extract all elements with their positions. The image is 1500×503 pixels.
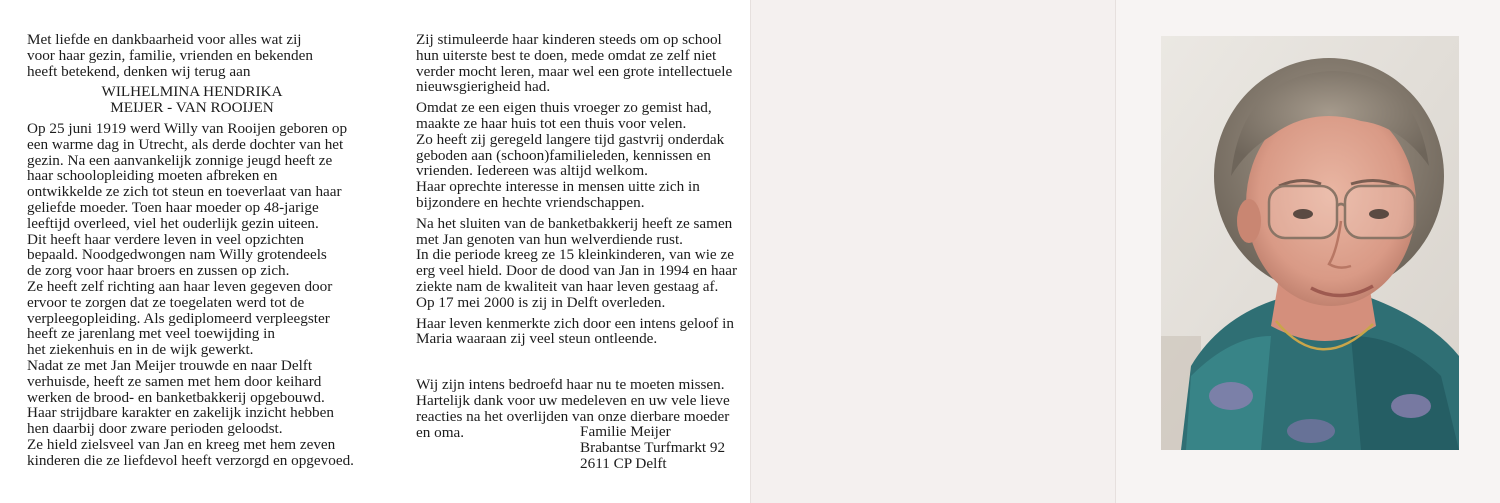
text-line: Ze hield zielsveel van Jan en kreeg met hem zeven — [27, 435, 336, 453]
text-line: bijzondere en hechte vriendschappen. — [416, 193, 645, 211]
text-line: Wij zijn intens bedroefd haar nu te moeten missen. — [416, 376, 725, 394]
text-line: Hartelijk dank voor uw medeleven en uw vele lieve — [416, 391, 730, 409]
text-line: en oma. — [416, 423, 465, 441]
text-line: verpleegopleiding. Als gediplomeerd verpleegster — [27, 309, 330, 327]
text-line: Op 25 juni 1919 werd Willy van Rooijen geboren op — [27, 119, 348, 137]
text-line: ontwikkelde ze zich tot steun en toeverlaat van haar — [27, 183, 342, 201]
text-line: geboden aan (schoon)familieleden, kennissen en — [416, 146, 711, 164]
text-line: Nadat ze met Jan Meijer trouwde en naar Delft — [27, 356, 313, 374]
text-line: hen daarbij door zware perioden geloodst. — [27, 420, 283, 438]
text-line: heeft ze jarenlang met veel toewijding in — [27, 325, 275, 343]
text-line: bepaald. Noodgedwongen nam Willy grotendeels — [27, 246, 327, 264]
card-fold-line — [750, 0, 751, 503]
text-line: vrienden. Iedereen was altijd welkom. — [416, 162, 648, 180]
text-line: het ziekenhuis en in de wijk gewerkt. — [27, 341, 254, 359]
right-text-column — [416, 32, 737, 440]
signature-line: Brabantse Turfmarkt 92 — [580, 438, 726, 456]
text-line: Zo heeft zij geregeld langere tijd gastvrij onderdak — [416, 130, 725, 148]
card-fold-line — [1115, 0, 1116, 503]
intro-line: Met liefde en dankbaarheid voor alles wat zij — [27, 31, 302, 48]
text-line: Maria waaraan zij veel steun ontleende. — [416, 330, 658, 348]
text-line: Haar oprechte interesse in mensen uitte zich in — [416, 178, 700, 196]
text-line: met Jan genoten van hun welverdiende rust. — [416, 230, 683, 248]
text-line: kinderen die ze liefdevol heeft verzorgd en opgevoed. — [27, 451, 354, 469]
intro-line: heeft betekend, denken wij terug aan — [27, 62, 251, 80]
text-line: werken de brood- en banketbakkerij opgebouwd. — [27, 388, 325, 406]
text-line: Op 17 mei 2000 is zij in Delft overleden. — [416, 293, 666, 311]
text-line: Ze heeft zelf richting aan haar leven gegeven door — [27, 277, 333, 295]
text-line: Haar leven kenmerkte zich door een intens geloof in — [416, 314, 734, 332]
portrait-image — [1161, 36, 1459, 450]
portrait-photo — [1161, 36, 1459, 450]
text-line: Haar strijdbare karakter en zakelijk inzicht hebben — [27, 404, 334, 422]
text-line: Na het sluiten van de banketbakkerij heeft ze samen — [416, 214, 733, 232]
text-line: verder mocht leren, maar wel een grote intellectuele — [416, 62, 733, 80]
text-line: leeftijd overleed, viel het ouderlijk gezin uiteen. — [27, 214, 319, 232]
text-line: geliefde moeder. Toen haar moeder op 48-jarige — [27, 198, 319, 216]
text-line: reacties na het overlijden van onze dierbare moeder — [416, 407, 730, 425]
deceased-name — [27, 84, 357, 116]
intro-line: voor haar gezin, familie, vrienden en bekenden — [27, 46, 313, 64]
text-line: hun uiterste best te doen, mede omdat ze zelf niet — [416, 46, 717, 64]
signature-line: 2611 CP Delft — [580, 454, 667, 472]
card-page-blank — [750, 0, 1115, 503]
text-line: ervoor te zorgen dat ze toegelaten werd tot de — [27, 293, 305, 311]
text-line: de zorg voor haar broers en zussen op zich. — [27, 262, 290, 280]
text-line: In die periode kreeg ze 15 kleinkinderen, van wie ze — [416, 246, 734, 264]
text-line: een warme dag in Utrecht, als derde dochter van het — [27, 135, 344, 153]
text-line: ziekte nam de kwaliteit van haar leven gestaag af. — [416, 277, 719, 295]
text-line: maakte ze haar huis tot een thuis voor velen. — [416, 114, 687, 132]
signature-line: Familie Meijer — [580, 423, 671, 440]
text-line: Dit heeft haar verdere leven in veel opzichten — [27, 230, 305, 248]
text-line: nieuwsgierigheid had. — [416, 78, 551, 96]
text-line: Zij stimuleerde haar kinderen steeds om op school — [416, 31, 722, 48]
left-text-column — [27, 32, 357, 469]
text-line: Omdat ze een eigen thuis vroeger zo gemist had, — [416, 99, 712, 117]
name-line: WILHELMINA HENDRIKA — [101, 83, 283, 101]
name-line: MEIJER - VAN ROOIJEN — [110, 99, 274, 117]
text-line: verhuisde, heeft ze samen met hem door keihard — [27, 372, 322, 390]
text-line: erg veel hield. Door de dood van Jan in 1994 en haar — [416, 262, 738, 280]
family-signature — [580, 424, 725, 471]
text-line: gezin. Na een aanvankelijk zonnige jeugd heeft ze — [27, 151, 333, 169]
text-line: haar schoolopleiding moeten afbreken en — [27, 167, 278, 185]
